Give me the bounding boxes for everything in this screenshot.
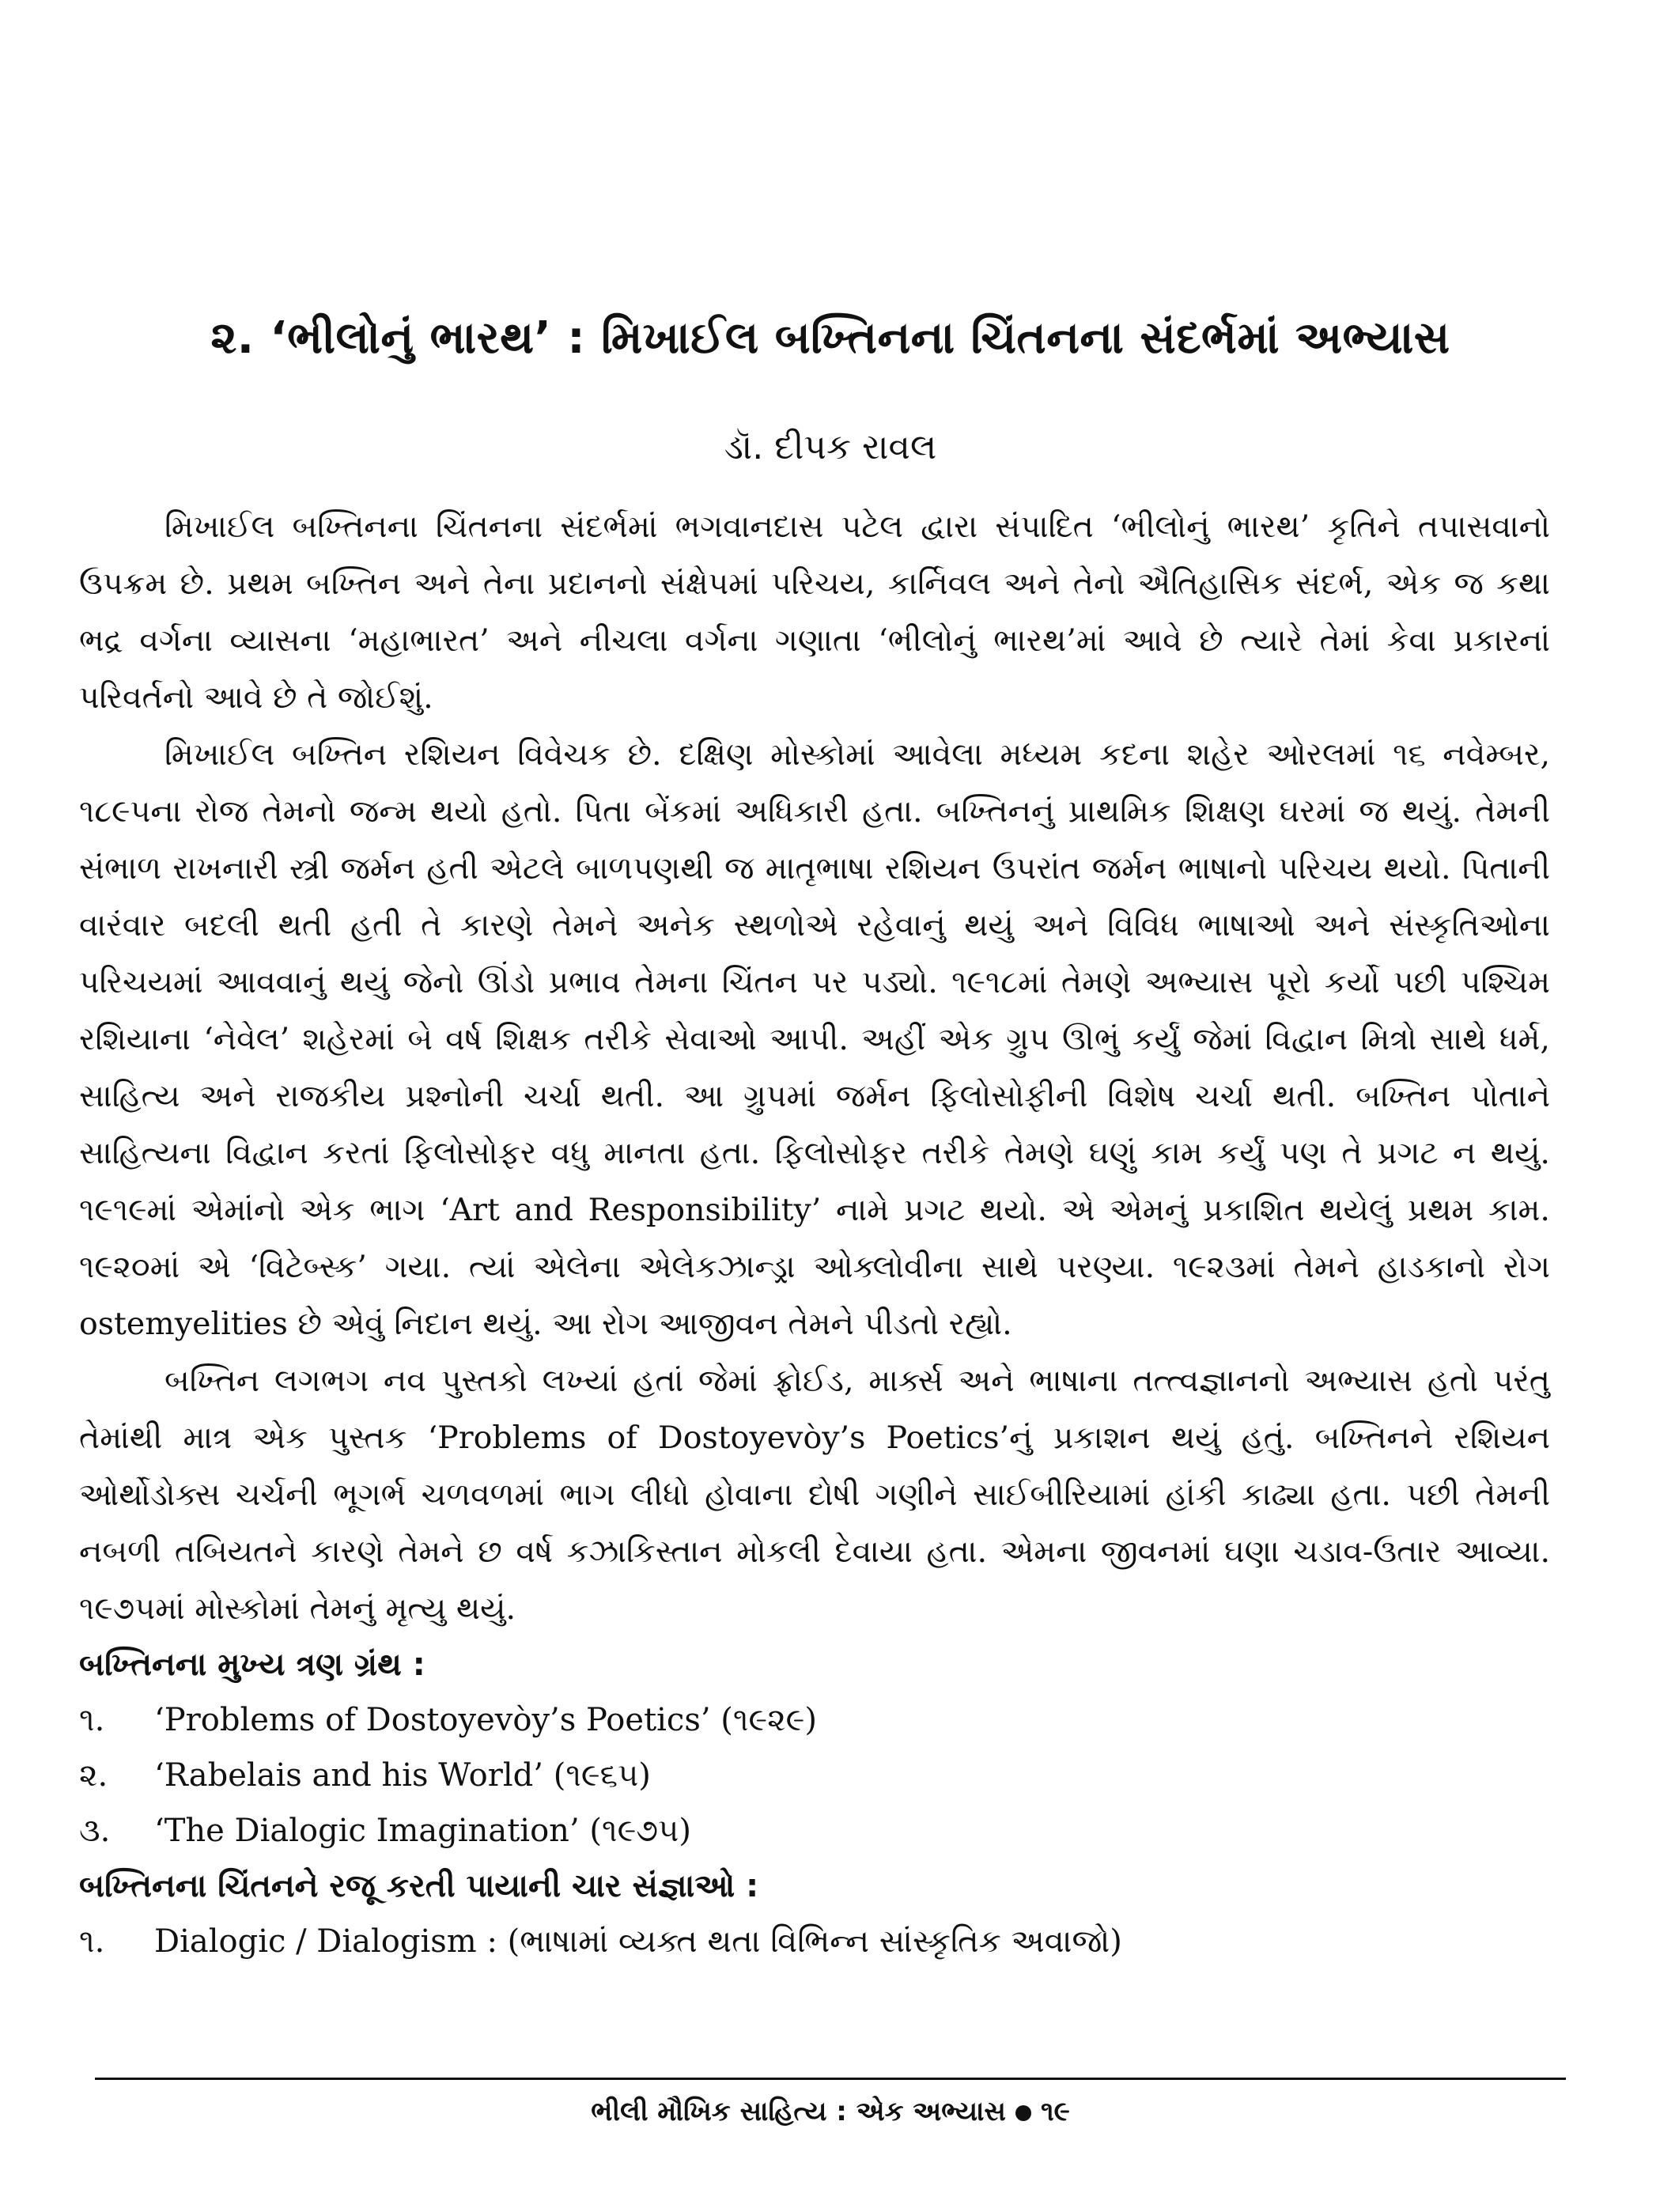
paragraph-intro: મિખાઈલ બખ્તિનના ચિંતનના સંદર્ભમાં ભગવાનદાસ પટેલ દ્વારા સંપાદિત ‘ભીલોનું ભારથ’ કૃતિને તપાસવાનો ઉપક્રમ છે. પ્રથમ બખ્તિન અને તેના પ્રદાનનો સંક્ષેપમાં પરિચય, કાર્નિવલ અને તેનો ઐતિહાસિક સંદર્ભ, એક જ કથા ભદ્ર વર્ગના વ્યાસના ‘મહાભારત’ અને નીચલા વર્ગના ગણાતા ‘ભીલોનું ભારથ’માં આવે છે ત્યારે તેમાં કેવા પ્રકારનાં પરિવર્તનો આવે છે તે જોઈશું. [79,509,1550,716]
list-text: Dialogic / Dialogism : (ભાષામાં વ્યક્ત થતા વિભિન્ન સાંસ્કૃતિક અવાજો) [154,1923,1122,1960]
list-number: ૨. [79,1757,108,1794]
author-name: ડૉ. દીપક રાવલ [724,427,937,467]
concepts-heading: બખ્તિનના ચિંતનને રજૂ કરતી પાયાની ચાર સંજ્ઞાઓ : [79,1868,759,1904]
list-item [79,1803,1550,1858]
article-body [79,498,1550,1969]
page-number: ૧૯ [1040,2096,1070,2127]
bullet-dot-icon [1015,2105,1031,2121]
concepts-list [79,1914,1550,1969]
works-heading: બખ્તિનના મુખ્ય ત્રણ ગ્રંથ : [79,1647,425,1683]
list-text: ‘Rabelais and his World’ (૧૯૬૫) [154,1757,651,1794]
list-item [79,1692,1550,1748]
footer-divider [95,2078,1566,2080]
list-text: ‘The Dialogic Imagination’ (૧૯૭૫) [154,1813,691,1849]
list-number: ૧. [79,1923,105,1960]
list-text: ‘Problems of Dostoyevòy’s Poetics’ (૧૯૨૯) [154,1702,817,1738]
list-number: ૧. [79,1702,105,1738]
footer-book-title: ભીલી મૌખિક સાહિત્ય : એક અભ્યાસ [591,2096,1006,2127]
works-list [79,1692,1550,1858]
paragraph-works-life: બખ્તિન લગભગ નવ પુસ્તકો લખ્યાં હતાં જેમાં ફ્રોઈડ, માર્ક્સ અને ભાષાના તત્ત્વજ્ઞાનનો અભ્યાસ હતો પરંતુ તેમાંથી માત્ર એક પુસ્તક ‘Problems of Dostoyevòy’s Poetics’નું પ્રકાશન થયું હતું. બખ્તિનને રશિયન ઓર્થોડોક્સ ચર્ચની ભૂગર્ભ ચળવળમાં ભાગ લીધો હોવાના દોષી ગણીને સાઈબીરિયામાં હાંકી કાઢ્યા હતા. પછી તેમની નબળી તબિયતને કારણે તેમને છ વર્ષ કઝાકિસ્તાન મોકલી દેવાયા હતા. એમના જીવનમાં ઘણા ચડાવ-ઉતાર આવ્યા. ૧૯૭૫માં મોસ્કોમાં તેમનું મૃત્યુ થયું. [79,1363,1550,1627]
list-item [79,1748,1550,1803]
list-number: ૩. [79,1813,111,1849]
paragraph-biography: મિખાઈલ બખ્તિન રશિયન વિવેચક છે. દક્ષિણ મોસ્કોમાં આવેલા મધ્યમ કદના શહેર ઓરલમાં ૧૬ નવેમ્બર, ૧૮૯૫ના રોજ તેમનો જન્મ થયો હતો. પિતા બેંકમાં અધિકારી હતા. બખ્તિનનું પ્રાથમિક શિક્ષણ ઘરમાં જ થયું. તેમની સંભાળ રાખનારી સ્ત્રી જર્મન હતી એટલે બાળપણથી જ માતૃભાષા રશિયન ઉપરાંત જર્મન ભાષાનો પરિચય થયો. પિતાની વારંવાર બદલી થતી હતી તે કારણે તેમને અનેક સ્થળોએ રહેવાનું થયું અને વિવિધ ભાષાઓ અને સંસ્કૃતિઓના પરિચયમાં આવવાનું થયું જેનો ઊંડો પ્રભાવ તેમના ચિંતન પર પડ્યો. ૧૯૧૮માં તેમણે અભ્યાસ પૂરો કર્યો પછી પશ્ચિમ રશિયાના ‘નેવેલ’ શહેરમાં બે વર્ષ શિક્ષક તરીકે સેવાઓ આપી. અહીં એક ગ્રુપ ઊભું કર્યું જેમાં વિદ્વાન મિત્રો સાથે ધર્મ, સાહિત્ય અને રાજકીય પ્રશ્નોની ચર્ચા થતી. આ ગ્રુપમાં જર્મન ફિલોસોફીની વિશેષ ચર્ચા થતી. બખ્તિન પોતાને સાહિત્યના વિદ્વાન કરતાં ફિલોસોફર વધુ માનતા હતા. ફિલોસોફર તરીકે તેમણે ઘણું કામ કર્યું પણ તે પ્રગટ ન થયું. ૧૯૧૯માં એમાંનો એક ભાગ ‘Art and Responsibility’ નામે પ્રગટ થયો. એ એમનું પ્રકાશિત થયેલું પ્રથમ કામ. ૧૯૨૦માં એ ‘વિટેબ્સ્ક’ ગયા. ત્યાં એલેના એલેકઝાન્ડ્રા ઓક્લોવીના સાથે પરણ્યા. ૧૯૨૩માં તેમને હાડકાનો રોગ ostemyelities છે એવું નિદાન થયું. આ રોગ આજીવન તેમને પીડતો રહ્યો. [79,736,1550,1342]
list-item [79,1914,1550,1969]
page-footer [95,2096,1566,2127]
article-title: ૨. ‘ભીલોનું ભારથ’ : મિખાઈલ બખ્તિનના ચિંતનના સંદર્ભમાં અભ્યાસ [210,312,1450,364]
